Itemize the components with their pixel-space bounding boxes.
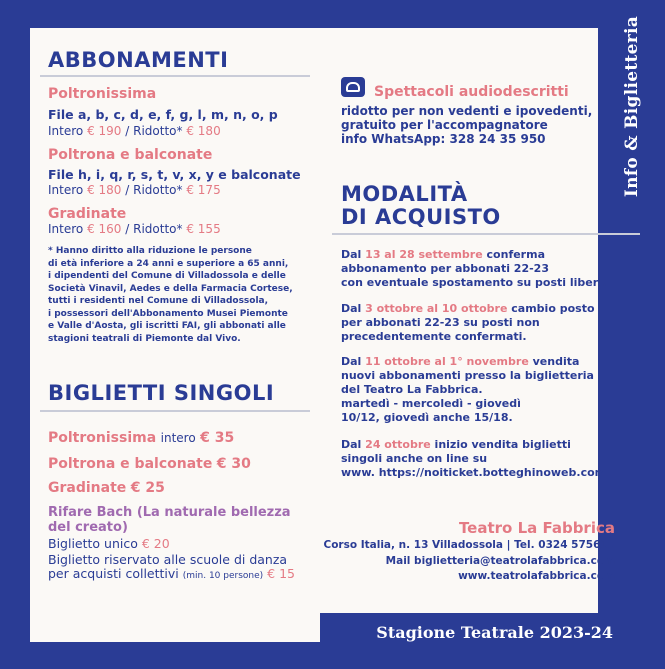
ridotto-label: / Ridotto* bbox=[125, 222, 183, 236]
modalita-step-3 bbox=[341, 355, 594, 425]
step-prefix: Dal bbox=[341, 302, 362, 315]
step-text: singoli anche on line su bbox=[341, 452, 488, 465]
single-poltrona-price: € 30 bbox=[216, 456, 251, 472]
step-text: conferma bbox=[486, 248, 545, 261]
divider bbox=[40, 410, 310, 412]
contact-mail[interactable]: Mail biglietteria@teatrolafabbrica.com bbox=[385, 554, 615, 567]
audio-info bbox=[341, 104, 592, 146]
side-tab-label: Info & Biglietteria bbox=[621, 15, 642, 198]
step-text: precedentemente confermati. bbox=[341, 330, 527, 343]
single-poltronissima-label: Poltronissima bbox=[48, 430, 157, 446]
modalita-step-2 bbox=[341, 302, 595, 344]
poltronissima-prices bbox=[48, 124, 221, 138]
biglietto-unico bbox=[48, 537, 170, 551]
single-poltronissima bbox=[48, 429, 234, 447]
side-tab bbox=[598, 0, 665, 213]
ridotto-price: € 155 bbox=[186, 222, 221, 236]
abbonamenti-title: ABBONAMENTI bbox=[48, 48, 229, 72]
audio-description-icon bbox=[341, 77, 365, 97]
unico-price: € 20 bbox=[141, 536, 170, 551]
step-text: abbonamento per abbonati 22-23 bbox=[341, 262, 549, 275]
intero-price: € 190 bbox=[87, 124, 122, 138]
single-poltrona-label: Poltrona e balconate bbox=[48, 456, 213, 472]
audio-title: Spettacoli audiodescritti bbox=[374, 84, 569, 100]
divider bbox=[40, 75, 310, 77]
rifare-line: del creato) bbox=[48, 520, 128, 535]
reduction-note bbox=[48, 245, 310, 345]
riservato-price: € 15 bbox=[267, 566, 295, 581]
step-prefix: Dal bbox=[341, 438, 362, 451]
note-line: * Hanno diritto alla riduzione le persone bbox=[48, 246, 252, 256]
intero-price: € 180 bbox=[87, 183, 122, 197]
step-dates: 13 al 28 settembre bbox=[365, 248, 483, 261]
poltronissima-files: File a, b, c, d, e, f, g, l, m, n, o, p bbox=[48, 107, 278, 122]
step-text: inizio vendita biglietti bbox=[434, 438, 571, 451]
modalita-title bbox=[341, 183, 501, 229]
poltrona-prices bbox=[48, 183, 221, 197]
rifare-line: Rifare Bach (La naturale bellezza bbox=[48, 505, 291, 520]
season-title: Stagione Teatrale 2023-24 bbox=[376, 623, 613, 642]
riservato-min: (min. 10 persone) bbox=[182, 571, 264, 581]
biglietto-riservato bbox=[48, 553, 295, 583]
contact-website[interactable]: www.teatrolafabbrica.com bbox=[458, 570, 615, 582]
poltrona-heading: Poltrona e balconate bbox=[48, 147, 213, 163]
step-text: del Teatro La Fabbrica. bbox=[341, 383, 483, 396]
step-prefix: Dal bbox=[341, 355, 362, 368]
audio-line: ridotto per non vedenti e ipovedenti, bbox=[341, 104, 593, 118]
step-text: cambio posto bbox=[511, 302, 595, 315]
ridotto-label: / Ridotto* bbox=[125, 183, 183, 197]
intero-label: Intero bbox=[48, 124, 84, 138]
riservato-label: per acquisti collettivi bbox=[48, 566, 179, 581]
audio-line: info WhatsApp: 328 24 35 950 bbox=[341, 132, 546, 146]
gradinate-heading: Gradinate bbox=[48, 206, 127, 222]
single-gradinate-price: € 25 bbox=[130, 480, 165, 496]
online-ticket-link[interactable]: www. https://noiticket.botteghinoweb.com bbox=[341, 466, 607, 479]
step-text: con eventuale spostamento su posti liberi. bbox=[341, 276, 607, 289]
modalita-title-line: DI ACQUISTO bbox=[341, 205, 501, 229]
audio-line: gratuito per l'accompagnatore bbox=[341, 118, 548, 132]
modalita-step-4 bbox=[341, 438, 606, 480]
note-line: stagioni teatrali di Piemonte dal Vivo. bbox=[48, 333, 241, 344]
step-dates: 11 ottobre al 1° novembre bbox=[365, 355, 529, 368]
theater-name: Teatro La Fabbrica bbox=[458, 519, 615, 537]
single-poltronissima-price: € 35 bbox=[200, 430, 235, 446]
divider bbox=[332, 233, 640, 235]
step-dates: 24 ottobre bbox=[365, 438, 431, 451]
gradinate-prices bbox=[48, 222, 221, 236]
riservato-line: Biglietto riservato alle scuole di danza bbox=[48, 552, 288, 567]
step-text: 10/12, giovedì anche 15/18. bbox=[341, 411, 513, 424]
step-text: nuovi abbonamenti presso la biglietteria bbox=[341, 369, 594, 382]
ridotto-label: / Ridotto* bbox=[125, 124, 183, 138]
modalita-title-line: MODALITÀ bbox=[341, 182, 468, 206]
rifare-bach-title bbox=[48, 505, 291, 535]
modalita-step-1 bbox=[341, 248, 606, 290]
contact-info bbox=[324, 538, 616, 585]
ridotto-price: € 180 bbox=[186, 124, 221, 138]
intero-label: Intero bbox=[48, 183, 84, 197]
contact-address: Corso Italia, n. 13 Villadossola | Tel. 0324 575611 bbox=[323, 539, 615, 551]
single-gradinate bbox=[48, 479, 165, 497]
single-gradinate-label: Gradinate bbox=[48, 480, 127, 496]
poltronissima-heading: Poltronissima bbox=[48, 86, 157, 102]
step-text: vendita bbox=[532, 355, 580, 368]
intero-label: Intero bbox=[48, 222, 84, 236]
poltrona-files: File h, i, q, r, s, t, v, x, y e balconate bbox=[48, 167, 301, 182]
step-text: martedì - mercoledì - giovedì bbox=[341, 397, 521, 410]
note-line: Società Vinavil, Aedes e della Farmacia Cortese, bbox=[48, 283, 293, 294]
note-line: e Valle d'Aosta, gli iscritti FAI, gli abbonati alle bbox=[48, 321, 286, 331]
step-prefix: Dal bbox=[341, 248, 362, 261]
single-poltrona bbox=[48, 455, 251, 473]
single-intero-label: intero bbox=[160, 431, 196, 445]
step-text: per abbonati 22-23 su posti non bbox=[341, 316, 540, 329]
step-dates: 3 ottobre al 10 ottobre bbox=[365, 302, 508, 315]
intero-price: € 160 bbox=[87, 222, 122, 236]
riservato-line2 bbox=[48, 567, 295, 583]
ridotto-price: € 175 bbox=[186, 183, 221, 197]
unico-label: Biglietto unico bbox=[48, 536, 138, 551]
note-line: tutti i residenti nel Comune di Villadossola, bbox=[48, 296, 269, 306]
footer-band bbox=[320, 613, 665, 669]
note-line: di età inferiore a 24 anni e superiore a 65 anni, bbox=[48, 258, 289, 269]
note-line: i possessori dell'Abbonamento Musei Piemonte bbox=[48, 308, 288, 319]
note-line: i dipendenti del Comune di Villadossola e delle bbox=[48, 271, 286, 281]
biglietti-title: BIGLIETTI SINGOLI bbox=[48, 381, 275, 405]
